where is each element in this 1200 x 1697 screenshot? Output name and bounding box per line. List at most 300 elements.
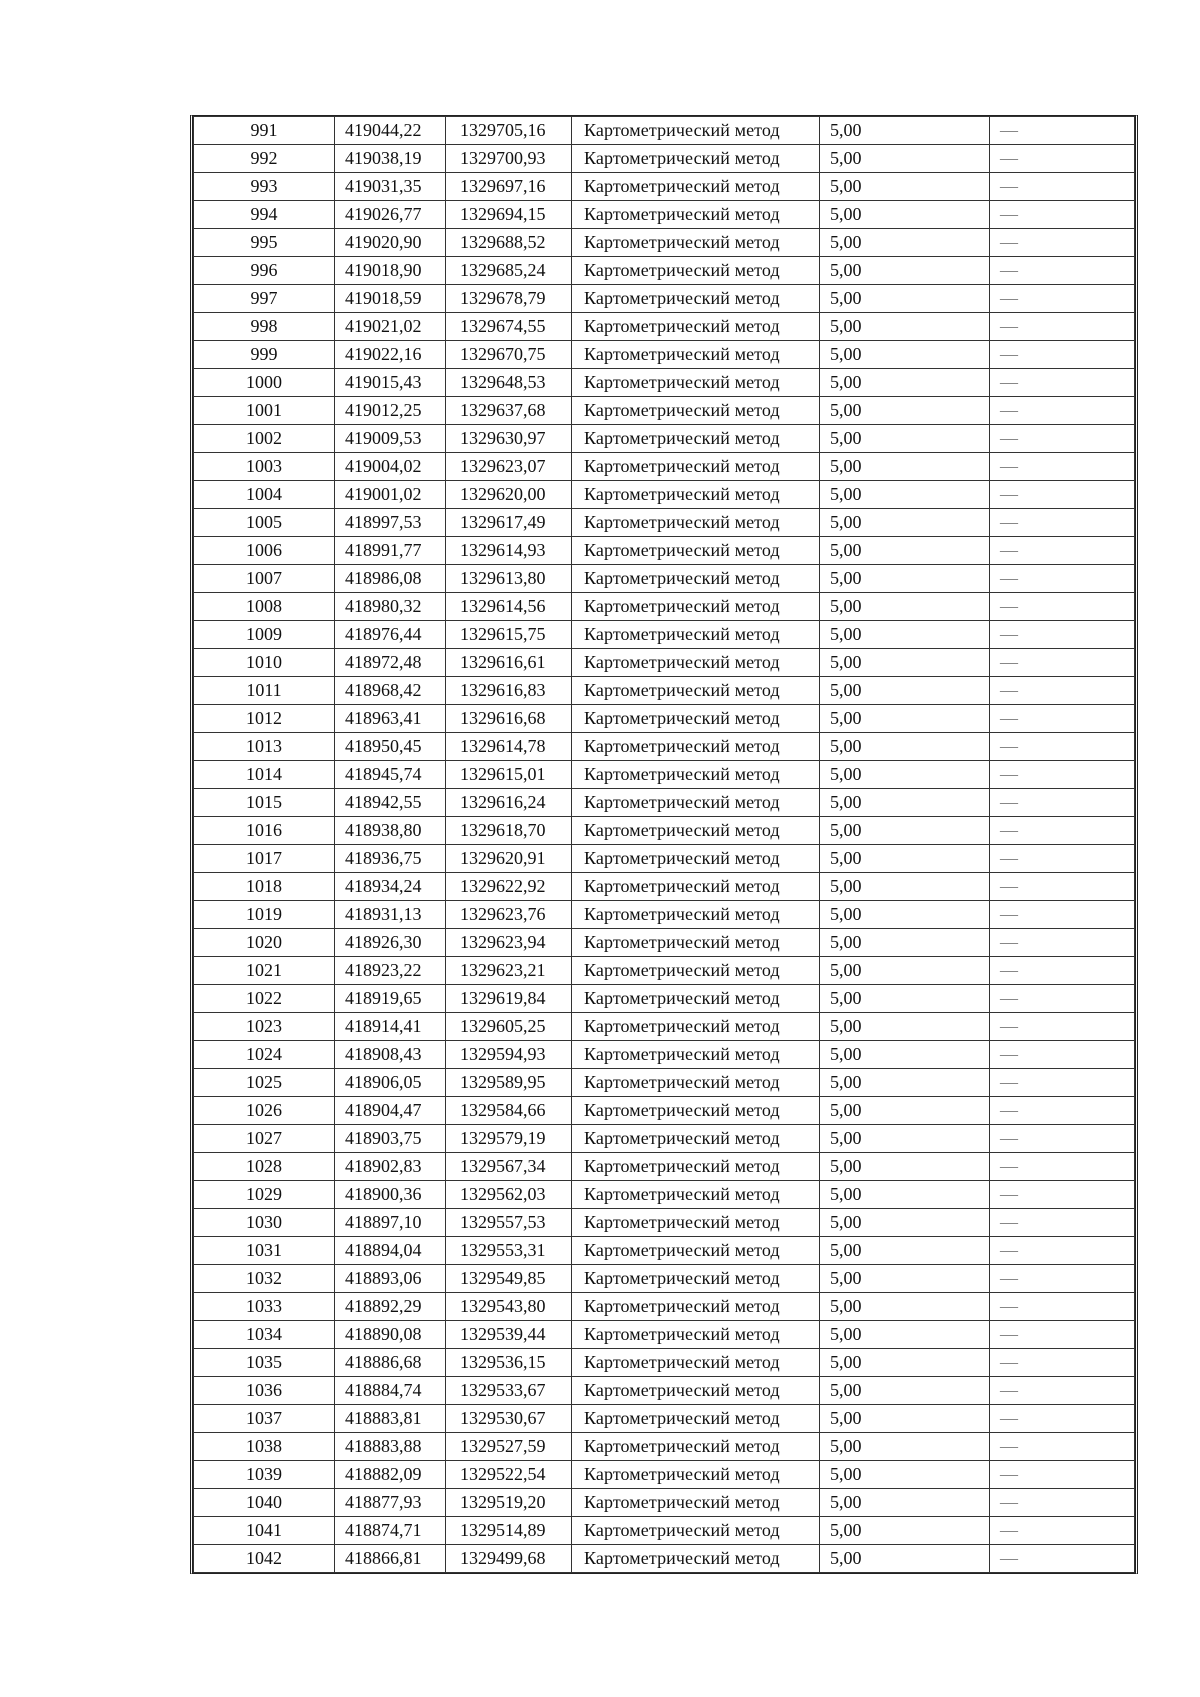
description-cell: — (990, 845, 1135, 873)
accuracy-cell: 5,00 (820, 817, 990, 845)
point-number-cell: 1041 (194, 1517, 335, 1545)
point-number-cell: 1023 (194, 1013, 335, 1041)
method-cell: Картометрический метод (572, 1349, 820, 1377)
y-coordinate-cell: 1329623,94 (446, 929, 572, 957)
x-coordinate-cell: 418877,93 (335, 1489, 446, 1517)
description-cell: — (990, 201, 1135, 229)
table-row (194, 537, 1135, 565)
x-coordinate-cell: 419044,22 (335, 117, 446, 145)
x-coordinate-cell: 418991,77 (335, 537, 446, 565)
method-cell: Картометрический метод (572, 1041, 820, 1069)
point-number-cell: 1029 (194, 1181, 335, 1209)
description-cell: — (990, 453, 1135, 481)
point-number-cell: 1010 (194, 649, 335, 677)
y-coordinate-cell: 1329694,15 (446, 201, 572, 229)
x-coordinate-cell: 419021,02 (335, 313, 446, 341)
description-cell: — (990, 677, 1135, 705)
point-number-cell: 991 (194, 117, 335, 145)
description-cell: — (990, 873, 1135, 901)
method-cell: Картометрический метод (572, 1181, 820, 1209)
description-cell: — (990, 117, 1135, 145)
point-number-cell: 997 (194, 285, 335, 313)
method-cell: Картометрический метод (572, 649, 820, 677)
method-cell: Картометрический метод (572, 1069, 820, 1097)
point-number-cell: 1027 (194, 1125, 335, 1153)
y-coordinate-cell: 1329499,68 (446, 1545, 572, 1573)
description-cell: — (990, 397, 1135, 425)
table-row (194, 313, 1135, 341)
x-coordinate-cell: 418986,08 (335, 565, 446, 593)
y-coordinate-cell: 1329579,19 (446, 1125, 572, 1153)
description-cell: — (990, 1517, 1135, 1545)
method-cell: Картометрический метод (572, 229, 820, 257)
table-row (194, 1321, 1135, 1349)
accuracy-cell: 5,00 (820, 1069, 990, 1097)
method-cell: Картометрический метод (572, 537, 820, 565)
point-number-cell: 1039 (194, 1461, 335, 1489)
description-cell: — (990, 761, 1135, 789)
accuracy-cell: 5,00 (820, 341, 990, 369)
description-cell: — (990, 1041, 1135, 1069)
x-coordinate-cell: 418919,65 (335, 985, 446, 1013)
table-row (194, 1013, 1135, 1041)
accuracy-cell: 5,00 (820, 845, 990, 873)
table-row (194, 1293, 1135, 1321)
point-number-cell: 1024 (194, 1041, 335, 1069)
y-coordinate-cell: 1329527,59 (446, 1433, 572, 1461)
description-cell: — (990, 313, 1135, 341)
x-coordinate-cell: 418997,53 (335, 509, 446, 537)
point-number-cell: 1001 (194, 397, 335, 425)
point-number-cell: 1034 (194, 1321, 335, 1349)
accuracy-cell: 5,00 (820, 1405, 990, 1433)
method-cell: Картометрический метод (572, 1293, 820, 1321)
table-row (194, 1517, 1135, 1545)
method-cell: Картометрический метод (572, 117, 820, 145)
y-coordinate-cell: 1329705,16 (446, 117, 572, 145)
method-cell: Картометрический метод (572, 1405, 820, 1433)
accuracy-cell: 5,00 (820, 1265, 990, 1293)
description-cell: — (990, 369, 1135, 397)
point-number-cell: 994 (194, 201, 335, 229)
point-number-cell: 1031 (194, 1237, 335, 1265)
method-cell: Картометрический метод (572, 1461, 820, 1489)
method-cell: Картометрический метод (572, 341, 820, 369)
x-coordinate-cell: 418883,81 (335, 1405, 446, 1433)
description-cell: — (990, 1433, 1135, 1461)
x-coordinate-cell: 418903,75 (335, 1125, 446, 1153)
method-cell: Картометрический метод (572, 1237, 820, 1265)
description-cell: — (990, 537, 1135, 565)
table-row (194, 845, 1135, 873)
table-row (194, 117, 1135, 145)
accuracy-cell: 5,00 (820, 1013, 990, 1041)
description-cell: — (990, 593, 1135, 621)
x-coordinate-cell: 419018,90 (335, 257, 446, 285)
table-row (194, 257, 1135, 285)
table-row (194, 1377, 1135, 1405)
point-number-cell: 1013 (194, 733, 335, 761)
point-number-cell: 1007 (194, 565, 335, 593)
point-number-cell: 996 (194, 257, 335, 285)
description-cell: — (990, 901, 1135, 929)
method-cell: Картометрический метод (572, 985, 820, 1013)
accuracy-cell: 5,00 (820, 257, 990, 285)
x-coordinate-cell: 418900,36 (335, 1181, 446, 1209)
x-coordinate-cell: 418914,41 (335, 1013, 446, 1041)
table-row (194, 481, 1135, 509)
y-coordinate-cell: 1329670,75 (446, 341, 572, 369)
description-cell: — (990, 285, 1135, 313)
y-coordinate-cell: 1329562,03 (446, 1181, 572, 1209)
method-cell: Картометрический метод (572, 1545, 820, 1573)
x-coordinate-cell: 418890,08 (335, 1321, 446, 1349)
accuracy-cell: 5,00 (820, 565, 990, 593)
accuracy-cell: 5,00 (820, 677, 990, 705)
accuracy-cell: 5,00 (820, 369, 990, 397)
method-cell: Картометрический метод (572, 1013, 820, 1041)
point-number-cell: 1032 (194, 1265, 335, 1293)
x-coordinate-cell: 419001,02 (335, 481, 446, 509)
point-number-cell: 1005 (194, 509, 335, 537)
description-cell: — (990, 1545, 1135, 1573)
description-cell: — (990, 789, 1135, 817)
y-coordinate-cell: 1329700,93 (446, 145, 572, 173)
accuracy-cell: 5,00 (820, 509, 990, 537)
x-coordinate-cell: 418942,55 (335, 789, 446, 817)
accuracy-cell: 5,00 (820, 285, 990, 313)
table-row (194, 1545, 1135, 1573)
x-coordinate-cell: 419004,02 (335, 453, 446, 481)
y-coordinate-cell: 1329648,53 (446, 369, 572, 397)
description-cell: — (990, 565, 1135, 593)
x-coordinate-cell: 419018,59 (335, 285, 446, 313)
x-coordinate-cell: 418902,83 (335, 1153, 446, 1181)
method-cell: Картометрический метод (572, 845, 820, 873)
method-cell: Картометрический метод (572, 1377, 820, 1405)
table-row (194, 397, 1135, 425)
y-coordinate-cell: 1329623,21 (446, 957, 572, 985)
y-coordinate-cell: 1329539,44 (446, 1321, 572, 1349)
accuracy-cell: 5,00 (820, 733, 990, 761)
method-cell: Картометрический метод (572, 313, 820, 341)
description-cell: — (990, 229, 1135, 257)
method-cell: Картометрический метод (572, 621, 820, 649)
x-coordinate-cell: 419020,90 (335, 229, 446, 257)
accuracy-cell: 5,00 (820, 173, 990, 201)
point-number-cell: 1033 (194, 1293, 335, 1321)
x-coordinate-cell: 418980,32 (335, 593, 446, 621)
table-row (194, 873, 1135, 901)
y-coordinate-cell: 1329549,85 (446, 1265, 572, 1293)
y-coordinate-cell: 1329522,54 (446, 1461, 572, 1489)
x-coordinate-cell: 418923,22 (335, 957, 446, 985)
description-cell: — (990, 649, 1135, 677)
accuracy-cell: 5,00 (820, 789, 990, 817)
y-coordinate-cell: 1329685,24 (446, 257, 572, 285)
description-cell: — (990, 1209, 1135, 1237)
method-cell: Картометрический метод (572, 1517, 820, 1545)
table-row (194, 1125, 1135, 1153)
table-row (194, 1265, 1135, 1293)
table-row (194, 145, 1135, 173)
method-cell: Картометрический метод (572, 817, 820, 845)
y-coordinate-cell: 1329530,67 (446, 1405, 572, 1433)
point-number-cell: 1020 (194, 929, 335, 957)
accuracy-cell: 5,00 (820, 453, 990, 481)
point-number-cell: 1026 (194, 1097, 335, 1125)
description-cell: — (990, 985, 1135, 1013)
x-coordinate-cell: 418950,45 (335, 733, 446, 761)
table-row (194, 1237, 1135, 1265)
table-row (194, 593, 1135, 621)
y-coordinate-cell: 1329678,79 (446, 285, 572, 313)
method-cell: Картометрический метод (572, 1265, 820, 1293)
table-row (194, 201, 1135, 229)
method-cell: Картометрический метод (572, 1097, 820, 1125)
x-coordinate-cell: 418893,06 (335, 1265, 446, 1293)
accuracy-cell: 5,00 (820, 117, 990, 145)
method-cell: Картометрический метод (572, 173, 820, 201)
description-cell: — (990, 929, 1135, 957)
x-coordinate-cell: 418894,04 (335, 1237, 446, 1265)
x-coordinate-cell: 418908,43 (335, 1041, 446, 1069)
description-cell: — (990, 1013, 1135, 1041)
y-coordinate-cell: 1329614,78 (446, 733, 572, 761)
y-coordinate-cell: 1329618,70 (446, 817, 572, 845)
point-number-cell: 1018 (194, 873, 335, 901)
x-coordinate-cell: 419031,35 (335, 173, 446, 201)
y-coordinate-cell: 1329614,56 (446, 593, 572, 621)
description-cell: — (990, 1377, 1135, 1405)
method-cell: Картометрический метод (572, 201, 820, 229)
accuracy-cell: 5,00 (820, 985, 990, 1013)
point-number-cell: 992 (194, 145, 335, 173)
table-row (194, 985, 1135, 1013)
x-coordinate-cell: 419015,43 (335, 369, 446, 397)
description-cell: — (990, 173, 1135, 201)
x-coordinate-cell: 419009,53 (335, 425, 446, 453)
y-coordinate-cell: 1329620,91 (446, 845, 572, 873)
table-row (194, 173, 1135, 201)
point-number-cell: 998 (194, 313, 335, 341)
description-cell: — (990, 1461, 1135, 1489)
y-coordinate-cell: 1329615,75 (446, 621, 572, 649)
y-coordinate-cell: 1329614,93 (446, 537, 572, 565)
method-cell: Картометрический метод (572, 761, 820, 789)
y-coordinate-cell: 1329536,15 (446, 1349, 572, 1377)
description-cell: — (990, 1293, 1135, 1321)
accuracy-cell: 5,00 (820, 1461, 990, 1489)
table-row (194, 509, 1135, 537)
description-cell: — (990, 145, 1135, 173)
table-row (194, 705, 1135, 733)
method-cell: Картометрический метод (572, 481, 820, 509)
method-cell: Картометрический метод (572, 593, 820, 621)
accuracy-cell: 5,00 (820, 537, 990, 565)
method-cell: Картометрический метод (572, 1209, 820, 1237)
y-coordinate-cell: 1329630,97 (446, 425, 572, 453)
coordinates-table-frame (190, 115, 1138, 1574)
point-number-cell: 1028 (194, 1153, 335, 1181)
point-number-cell: 1036 (194, 1377, 335, 1405)
method-cell: Картометрический метод (572, 453, 820, 481)
method-cell: Картометрический метод (572, 425, 820, 453)
point-number-cell: 1000 (194, 369, 335, 397)
accuracy-cell: 5,00 (820, 229, 990, 257)
y-coordinate-cell: 1329619,84 (446, 985, 572, 1013)
accuracy-cell: 5,00 (820, 1293, 990, 1321)
x-coordinate-cell: 418886,68 (335, 1349, 446, 1377)
y-coordinate-cell: 1329514,89 (446, 1517, 572, 1545)
point-number-cell: 1015 (194, 789, 335, 817)
method-cell: Картометрический метод (572, 397, 820, 425)
x-coordinate-cell: 418883,88 (335, 1433, 446, 1461)
table-row (194, 621, 1135, 649)
y-coordinate-cell: 1329617,49 (446, 509, 572, 537)
description-cell: — (990, 1069, 1135, 1097)
accuracy-cell: 5,00 (820, 481, 990, 509)
table-row (194, 1209, 1135, 1237)
point-number-cell: 1008 (194, 593, 335, 621)
x-coordinate-cell: 418874,71 (335, 1517, 446, 1545)
x-coordinate-cell: 419026,77 (335, 201, 446, 229)
table-row (194, 425, 1135, 453)
table-row (194, 1181, 1135, 1209)
y-coordinate-cell: 1329616,68 (446, 705, 572, 733)
x-coordinate-cell: 418897,10 (335, 1209, 446, 1237)
description-cell: — (990, 1237, 1135, 1265)
description-cell: — (990, 1181, 1135, 1209)
description-cell: — (990, 1125, 1135, 1153)
y-coordinate-cell: 1329616,83 (446, 677, 572, 705)
method-cell: Картометрический метод (572, 1489, 820, 1517)
accuracy-cell: 5,00 (820, 1181, 990, 1209)
table-body (194, 117, 1135, 1573)
x-coordinate-cell: 418892,29 (335, 1293, 446, 1321)
x-coordinate-cell: 418934,24 (335, 873, 446, 901)
accuracy-cell: 5,00 (820, 1349, 990, 1377)
accuracy-cell: 5,00 (820, 873, 990, 901)
method-cell: Картометрический метод (572, 565, 820, 593)
x-coordinate-cell: 418976,44 (335, 621, 446, 649)
accuracy-cell: 5,00 (820, 705, 990, 733)
table-row (194, 369, 1135, 397)
accuracy-cell: 5,00 (820, 397, 990, 425)
accuracy-cell: 5,00 (820, 1489, 990, 1517)
y-coordinate-cell: 1329567,34 (446, 1153, 572, 1181)
y-coordinate-cell: 1329613,80 (446, 565, 572, 593)
point-number-cell: 1016 (194, 817, 335, 845)
table-row (194, 341, 1135, 369)
table-row (194, 1153, 1135, 1181)
table-row (194, 1433, 1135, 1461)
point-number-cell: 1042 (194, 1545, 335, 1573)
x-coordinate-cell: 419022,16 (335, 341, 446, 369)
method-cell: Картометрический метод (572, 285, 820, 313)
x-coordinate-cell: 418968,42 (335, 677, 446, 705)
accuracy-cell: 5,00 (820, 1377, 990, 1405)
method-cell: Картометрический метод (572, 1433, 820, 1461)
description-cell: — (990, 1489, 1135, 1517)
description-cell: — (990, 1097, 1135, 1125)
x-coordinate-cell: 419012,25 (335, 397, 446, 425)
y-coordinate-cell: 1329674,55 (446, 313, 572, 341)
table-row (194, 677, 1135, 705)
point-number-cell: 1017 (194, 845, 335, 873)
description-cell: — (990, 705, 1135, 733)
y-coordinate-cell: 1329623,07 (446, 453, 572, 481)
accuracy-cell: 5,00 (820, 425, 990, 453)
point-number-cell: 1025 (194, 1069, 335, 1097)
x-coordinate-cell: 418963,41 (335, 705, 446, 733)
accuracy-cell: 5,00 (820, 201, 990, 229)
table-row (194, 733, 1135, 761)
method-cell: Картометрический метод (572, 1125, 820, 1153)
accuracy-cell: 5,00 (820, 1433, 990, 1461)
accuracy-cell: 5,00 (820, 593, 990, 621)
accuracy-cell: 5,00 (820, 957, 990, 985)
method-cell: Картометрический метод (572, 901, 820, 929)
accuracy-cell: 5,00 (820, 145, 990, 173)
table-row (194, 929, 1135, 957)
point-number-cell: 999 (194, 341, 335, 369)
y-coordinate-cell: 1329533,67 (446, 1377, 572, 1405)
point-number-cell: 993 (194, 173, 335, 201)
method-cell: Картометрический метод (572, 677, 820, 705)
x-coordinate-cell: 419038,19 (335, 145, 446, 173)
accuracy-cell: 5,00 (820, 1545, 990, 1573)
table-row (194, 565, 1135, 593)
table-row (194, 1069, 1135, 1097)
point-number-cell: 1021 (194, 957, 335, 985)
y-coordinate-cell: 1329553,31 (446, 1237, 572, 1265)
y-coordinate-cell: 1329589,95 (446, 1069, 572, 1097)
coordinates-table (193, 116, 1135, 1573)
x-coordinate-cell: 418866,81 (335, 1545, 446, 1573)
point-number-cell: 1009 (194, 621, 335, 649)
method-cell: Картометрический метод (572, 705, 820, 733)
description-cell: — (990, 257, 1135, 285)
x-coordinate-cell: 418882,09 (335, 1461, 446, 1489)
y-coordinate-cell: 1329697,16 (446, 173, 572, 201)
description-cell: — (990, 621, 1135, 649)
y-coordinate-cell: 1329688,52 (446, 229, 572, 257)
x-coordinate-cell: 418936,75 (335, 845, 446, 873)
description-cell: — (990, 733, 1135, 761)
method-cell: Картометрический метод (572, 1153, 820, 1181)
description-cell: — (990, 1349, 1135, 1377)
x-coordinate-cell: 418945,74 (335, 761, 446, 789)
y-coordinate-cell: 1329615,01 (446, 761, 572, 789)
y-coordinate-cell: 1329519,20 (446, 1489, 572, 1517)
table-row (194, 649, 1135, 677)
point-number-cell: 1014 (194, 761, 335, 789)
method-cell: Картометрический метод (572, 929, 820, 957)
accuracy-cell: 5,00 (820, 761, 990, 789)
x-coordinate-cell: 418931,13 (335, 901, 446, 929)
accuracy-cell: 5,00 (820, 1517, 990, 1545)
method-cell: Картометрический метод (572, 1321, 820, 1349)
point-number-cell: 1035 (194, 1349, 335, 1377)
table-row (194, 1461, 1135, 1489)
table-row (194, 453, 1135, 481)
table-row (194, 285, 1135, 313)
point-number-cell: 1002 (194, 425, 335, 453)
point-number-cell: 1004 (194, 481, 335, 509)
accuracy-cell: 5,00 (820, 621, 990, 649)
accuracy-cell: 5,00 (820, 929, 990, 957)
